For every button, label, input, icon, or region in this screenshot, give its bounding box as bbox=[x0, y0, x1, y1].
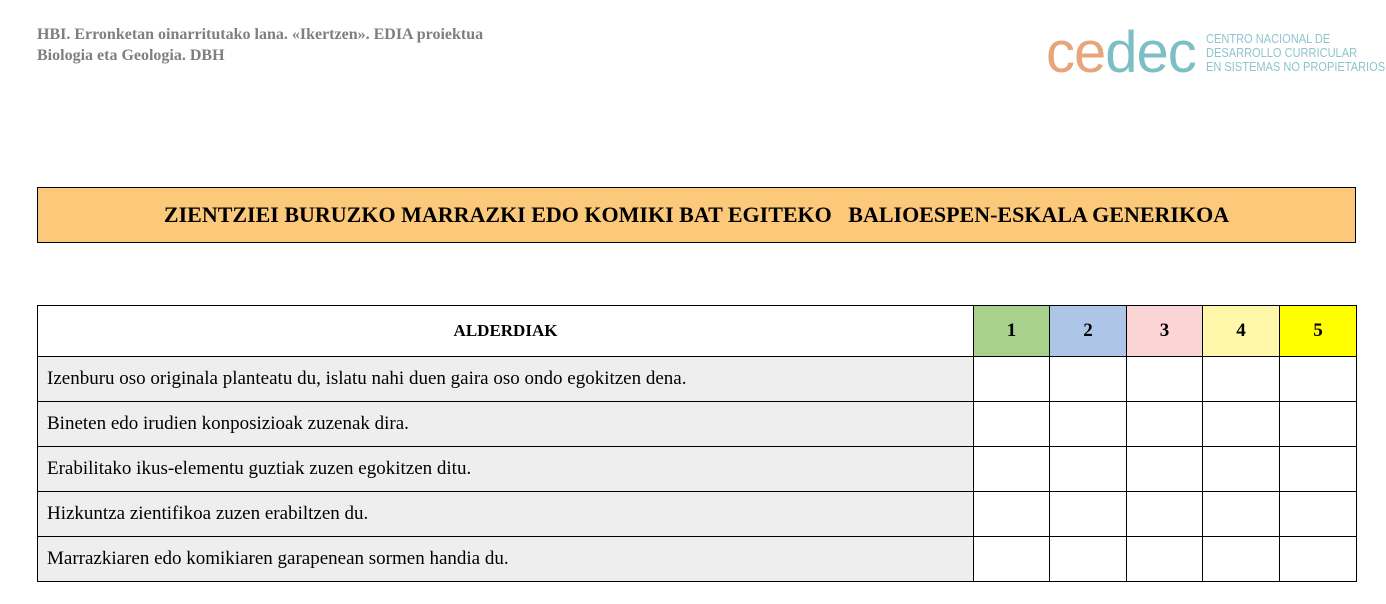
table-row bbox=[38, 447, 1357, 492]
table-header-row bbox=[38, 306, 1357, 357]
logo-tagline-line: CENTRO NACIONAL DE bbox=[1205, 31, 1331, 46]
aspect-cell: Hizkuntza zientifikoa zuzen erabiltzen du. bbox=[38, 492, 974, 537]
score-cell[interactable] bbox=[1050, 447, 1127, 492]
score-cell[interactable] bbox=[1050, 357, 1127, 402]
page-title: ZIENTZIEI BURUZKO MARRAZKI EDO KOMIKI BAT EGITEKO BALIOESPEN-ESKALA GENERIKOA bbox=[163, 202, 1230, 227]
score-cell[interactable] bbox=[1203, 357, 1280, 402]
logo-letter: c bbox=[1167, 20, 1196, 85]
rating-scale-table bbox=[37, 305, 1357, 582]
logo-tagline-line: EN SISTEMAS NO PROPIETARIOS bbox=[1205, 59, 1385, 74]
header-project-line: HBI. Erronketan oinarritutako lana. «Ikertzen». EDIA proiektua bbox=[37, 26, 484, 43]
score-cell[interactable] bbox=[1280, 537, 1357, 582]
score-cell[interactable] bbox=[1280, 357, 1357, 402]
score-cell[interactable] bbox=[974, 447, 1050, 492]
score-cell[interactable] bbox=[1127, 357, 1203, 402]
aspect-cell: Marrazkiaren edo komikiaren garapenean sormen handia du. bbox=[38, 537, 974, 582]
score-cell[interactable] bbox=[1127, 402, 1203, 447]
scale-header-2: 2 bbox=[1050, 306, 1127, 357]
score-cell[interactable] bbox=[1127, 447, 1203, 492]
score-cell[interactable] bbox=[1050, 402, 1127, 447]
scale-header-1: 1 bbox=[974, 306, 1050, 357]
aspect-cell: Erabilitako ikus-elementu guztiak zuzen egokitzen ditu. bbox=[38, 447, 974, 492]
cedec-logo bbox=[1046, 20, 1386, 85]
table-row bbox=[38, 402, 1357, 447]
score-cell[interactable] bbox=[1280, 402, 1357, 447]
document-header bbox=[37, 24, 483, 66]
logo-tagline bbox=[1206, 32, 1385, 74]
score-cell[interactable] bbox=[1203, 537, 1280, 582]
header-subject-line: Biologia eta Geologia. DBH bbox=[37, 47, 225, 64]
score-cell[interactable] bbox=[1203, 492, 1280, 537]
aspect-cell: Izenburu oso originala planteatu du, islatu nahi duen gaira oso ondo egokitzen dena. bbox=[38, 357, 974, 402]
table-row bbox=[38, 537, 1357, 582]
logo-letter: e bbox=[1074, 20, 1106, 85]
logo-letter: d bbox=[1105, 20, 1137, 85]
table-row bbox=[38, 492, 1357, 537]
score-cell[interactable] bbox=[1050, 537, 1127, 582]
score-cell[interactable] bbox=[1127, 537, 1203, 582]
title-banner bbox=[37, 187, 1356, 243]
score-cell[interactable] bbox=[1280, 447, 1357, 492]
aspect-cell: Bineten edo irudien konposizioak zuzenak dira. bbox=[38, 402, 974, 447]
logo-tagline-line: DESARROLLO CURRICULAR bbox=[1205, 45, 1357, 60]
score-cell[interactable] bbox=[1280, 492, 1357, 537]
logo-letter: e bbox=[1136, 20, 1168, 85]
scale-header-5: 5 bbox=[1280, 306, 1357, 357]
table-row bbox=[38, 357, 1357, 402]
logo-wordmark bbox=[1046, 20, 1196, 85]
score-cell[interactable] bbox=[1127, 492, 1203, 537]
scale-header-4: 4 bbox=[1203, 306, 1280, 357]
score-cell[interactable] bbox=[974, 402, 1050, 447]
score-cell[interactable] bbox=[974, 537, 1050, 582]
score-cell[interactable] bbox=[974, 492, 1050, 537]
score-cell[interactable] bbox=[974, 357, 1050, 402]
score-cell[interactable] bbox=[1203, 402, 1280, 447]
score-cell[interactable] bbox=[1203, 447, 1280, 492]
aspects-column-header: ALDERDIAK bbox=[38, 306, 974, 357]
score-cell[interactable] bbox=[1050, 492, 1127, 537]
logo-letter: c bbox=[1046, 20, 1074, 85]
scale-header-3: 3 bbox=[1127, 306, 1203, 357]
